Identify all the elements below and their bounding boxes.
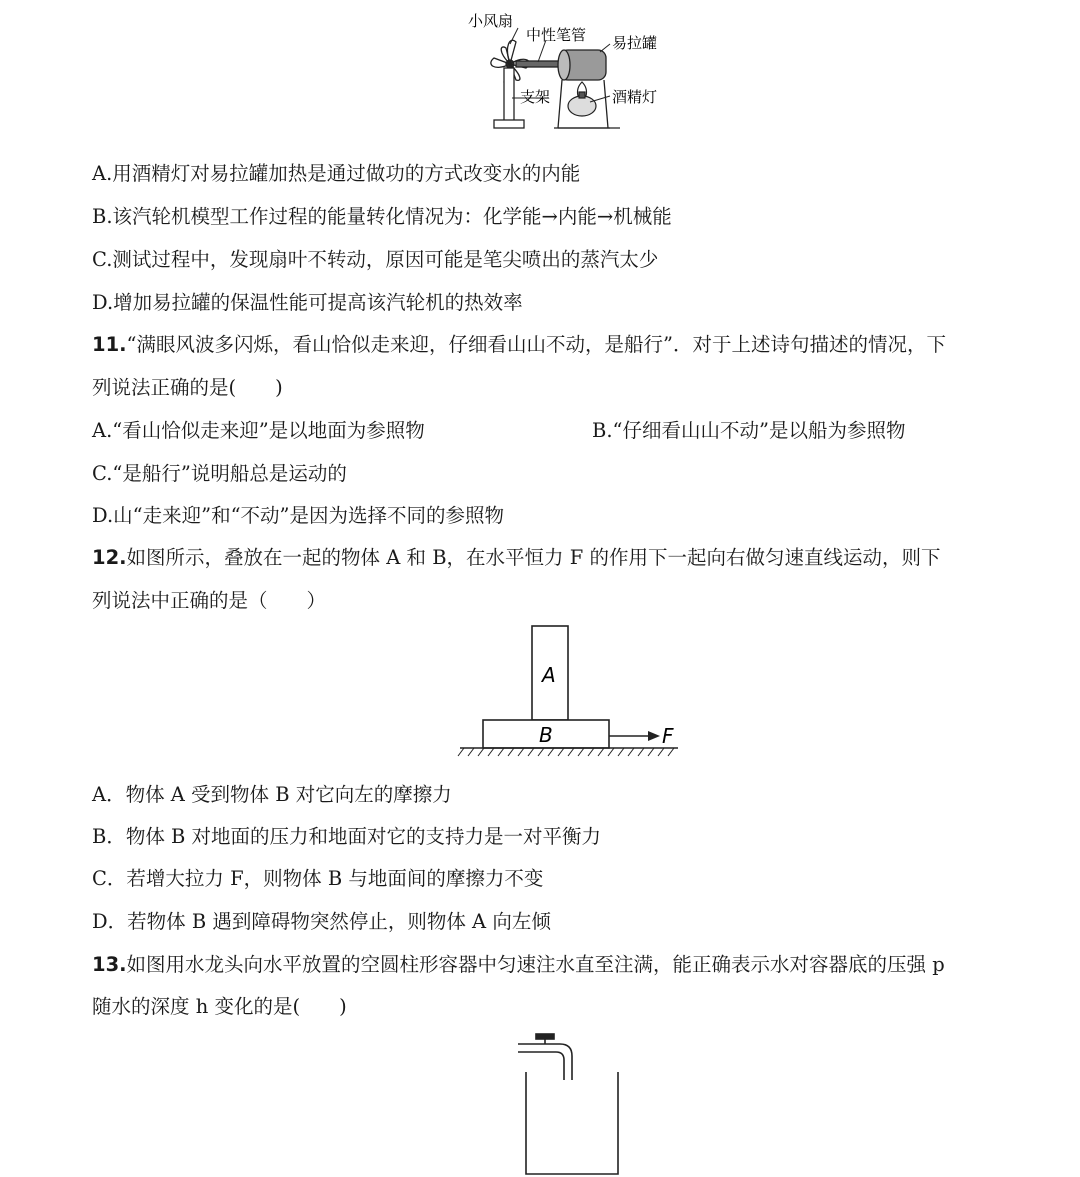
can-drawing xyxy=(554,50,620,128)
q12-stem-line2: 列说法中正确的是（ ） xyxy=(92,589,327,612)
force-label: F xyxy=(662,724,674,748)
q10-option-a: A.用酒精灯对易拉罐加热是通过做功的方式改变水的内能 xyxy=(92,162,581,185)
q11-option-d: D.山“走来迎”和“不动”是因为选择不同的参照物 xyxy=(92,504,505,527)
faucet-handle xyxy=(536,1034,554,1039)
fan-label: 小风扇 xyxy=(468,12,514,30)
q12-option-b: B．物体 B 对地面的压力和地面对它的支持力是一对平衡力 xyxy=(92,825,602,848)
q11-stem-text: “满眼风波多闪烁，看山恰似走来迎，仔细看山山不动，是船行”．对于上述诗句描述的情况，下 xyxy=(126,333,946,356)
container xyxy=(526,1072,618,1174)
q13-number: 13. xyxy=(92,953,127,976)
q12-option-d: D．若物体 B 遇到障碍物突然停止，则物体 A 向左倾 xyxy=(92,910,551,933)
q12-option-a: A．物体 A 受到物体 B 对它向左的摩擦力 xyxy=(92,783,452,806)
q13-stem-text: 如图用水龙头向水平放置的空圆柱形容器中匀速注水直至注满，能正确表示水对容器底的压强 p xyxy=(126,953,945,976)
block-b-label: B xyxy=(539,723,553,747)
q12-option-c: C．若增大拉力 F，则物体 B 与地面间的摩擦力不变 xyxy=(92,867,544,890)
q12-stem-line1 xyxy=(92,545,940,571)
faucet-container-figure xyxy=(510,1030,630,1177)
lamp-label: 酒精灯 xyxy=(612,88,658,106)
pen-tube-label: 中性笔管 xyxy=(526,26,587,44)
q10-option-c: C.测试过程中，发现扇叶不转动，原因可能是笔尖喷出的蒸汽太少 xyxy=(92,248,659,271)
q11-stem-line2: 列说法正确的是( ) xyxy=(92,376,283,399)
q11-option-b: B.“仔细看山山不动”是以船为参照物 xyxy=(592,419,906,442)
q10-option-d: D.增加易拉罐的保温性能可提高该汽轮机的热效率 xyxy=(92,291,523,314)
ground-hatching xyxy=(458,748,674,756)
q13-stem-line2: 随水的深度 h 变化的是( ) xyxy=(92,995,347,1018)
lamp-drawing xyxy=(568,82,596,116)
q11-stem-line1 xyxy=(92,332,946,358)
q13-stem-line1 xyxy=(92,952,945,978)
q10-option-b: B.该汽轮机模型工作过程的能量转化情况为：化学能→内能→机械能 xyxy=(92,205,672,228)
q12-stem-text: 如图所示，叠放在一起的物体 A 和 B，在水平恒力 F 的作用下一起向右做匀速直线运动，则下 xyxy=(126,546,941,569)
blocks-figure xyxy=(450,620,700,760)
q11-option-c: C.“是船行”说明船总是运动的 xyxy=(92,462,347,485)
force-arrow xyxy=(609,731,660,741)
q12-number: 12. xyxy=(92,546,127,569)
can-label: 易拉罐 xyxy=(612,34,658,52)
block-a-label: A xyxy=(542,663,556,687)
q11-option-a: A.“看山恰似走来迎”是以地面为参照物 xyxy=(92,419,425,442)
turbine-model-figure xyxy=(460,6,690,136)
q11-number: 11. xyxy=(92,333,127,356)
stand-label: 支架 xyxy=(520,88,551,106)
